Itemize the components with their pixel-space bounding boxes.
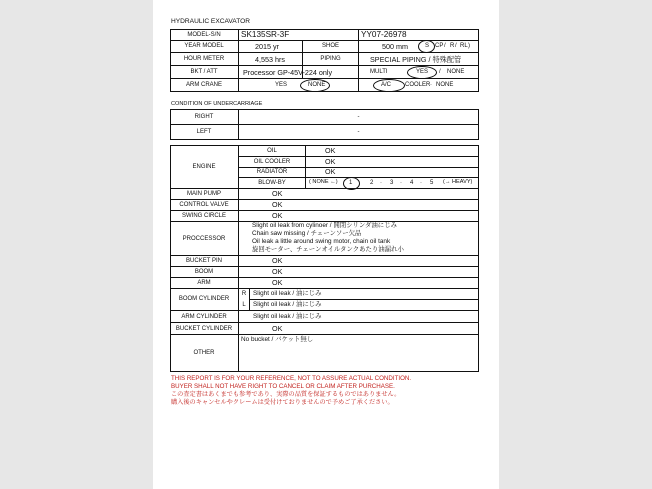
disclaimer-line-3: この査定書はあくまでも参考であり、実際の品質を保証するものではありません。 [171,391,401,398]
blowby-none: ( NONE ←) [309,179,338,185]
blowby-selected-circle [343,177,360,190]
multi-separator: / [439,69,441,75]
arm-option-none: NONE [308,82,326,88]
other-label: OTHER [193,350,215,356]
boom-cylinder-l: L [242,302,246,308]
blowby-level-3: 3 [390,180,394,186]
undercarriage-right-value: - [357,114,360,120]
arm-cylinder-value: Slight oil leak / 油にじみ [253,313,322,320]
shoe-separator-2: / [455,43,457,49]
processor-label: PROCCESSOR [182,236,226,242]
bkt-label: BKT / ATT [190,69,218,75]
shoe-option-s: S [425,43,430,49]
multi-option-none: NONE [447,69,465,75]
other-value: No bucket / バケット無し [241,336,314,343]
engine-oil-value: OK [325,146,336,155]
undercarriage-title: CONDITION OF UNDERCARRIAGE [171,101,263,107]
shoe-value: 500 mm [382,42,408,51]
arm-label: ARM [197,280,211,286]
boom-cylinder-r: R [241,291,247,297]
swing-circle-value: OK [272,211,283,220]
disclaimer-line-4: 購入後のキャンセルやクレームは受付けておりませんので予めご了承ください。 [171,399,394,406]
multi-option-yes: YES [416,69,429,75]
bucket-pin-value: OK [272,256,283,265]
arm-selected-circle [300,79,330,92]
processor-note-2: Chain saw missing / チェーンソー欠品 [252,230,362,237]
disclaimer-line-1: THIS REPORT IS FOR YOUR REFERENCE, NOT TO ASSURE ACTUAL CONDITION. [171,375,412,382]
model-value: SK135SR-3F [241,30,290,39]
piping-value: SPECIAL PIPING / 特殊配管 [370,55,462,64]
engine-cooler-value: OK [325,157,336,166]
multi-label: MULTI [370,69,388,75]
ac-option-ac: A/C [381,82,392,88]
boom-value: OK [272,267,283,276]
document-title: HYDRAULIC EXCAVATOR [171,18,251,25]
bkt-value: Processor GP-45V-224 only [243,68,333,77]
arm-value: OK [272,278,283,287]
blowby-level-1: 1 [349,180,353,186]
swing-circle-label: SWING CIRCLE [181,213,226,219]
ac-option-cooler: COOLER [405,82,431,88]
arm-crane-label: ARM CRANE [185,82,222,88]
ac-option-none: NONE [436,82,454,88]
shoe-separator-1: / [444,43,446,49]
engine-cooler-label: OIL COOLER [253,159,291,165]
control-valve-value: OK [272,200,283,209]
multi-selected-circle [407,66,437,79]
processor-note-1: Slight oil leak from cylinoer / 開閉シリンダ油にじみ [252,222,397,229]
model-label: MODEL-S/N [187,32,221,38]
arm-cylinder-label: ARM CYLINDER [181,314,227,320]
shoe-selected-circle [418,40,435,53]
serial-value: YY07-26978 [361,30,407,39]
boom-label: BOOM [194,269,214,275]
shoe-option-cp: CP [435,43,444,49]
boom-cylinder-label: BOOM CYLINDER [178,296,230,302]
piping-label: PIPING [320,56,341,62]
bucket-cylinder-label: BUCKET CYLINDER [175,326,233,332]
shoe-label: SHOE [321,43,339,49]
engine-blowby-label: BLOW-BY [258,180,286,186]
boom-cylinder-r-value: Slight oil leak / 油にじみ [253,290,322,297]
engine-radiator-label: RADIATOR [256,169,288,175]
undercarriage-right-label: RIGHT [194,114,214,120]
hour-label: HOUR METER [183,56,225,62]
processor-note-3: Oil leak a little around swing motor, chain oil tank [252,238,391,245]
blowby-level-5: 5 [430,180,434,186]
blowby-dot-1: · [380,180,382,186]
bucket-cylinder-value: OK [272,324,283,333]
processor-note-4: 旋回モーター、チェーンオイルタンクあたり油漏れ小 [252,246,404,253]
disclaimer-line-2: BUYER SHALL NOT HAVE RIGHT TO CANCEL OR CLAIM AFTER PURCHASE. [171,383,395,390]
shoe-option-rl: RL [460,43,468,49]
undercarriage-left-label: LEFT [196,129,212,135]
year-label: YEAR MODEL [184,43,224,49]
boom-cylinder-l-value: Slight oil leak / 油にじみ [253,301,322,308]
main-pump-label: MAIN PUMP [186,191,221,197]
year-value: 2015 yr [255,42,279,51]
blowby-dot-3: · [420,180,422,186]
ac-separator: · [430,82,432,88]
shoe-paren-close: ) [468,43,470,49]
bucket-pin-label: BUCKET PIN [186,258,222,264]
blowby-level-4: 4 [410,180,414,186]
shoe-option-r: R [450,43,455,49]
blowby-level-2: 2 [370,180,374,186]
ac-selected-circle [373,79,405,92]
blowby-heavy: (→ HEAVY) [443,179,473,185]
arm-option-yes: YES [275,82,288,88]
hour-value: 4,553 hrs [255,55,285,64]
engine-oil-label: OIL [267,148,277,154]
engine-radiator-value: OK [325,167,336,176]
engine-label: ENGINE [192,164,216,170]
undercarriage-left-value: - [357,129,360,135]
blowby-dot-2: · [400,180,402,186]
control-valve-label: CONTROL VALVE [179,202,229,208]
main-pump-value: OK [272,189,283,198]
